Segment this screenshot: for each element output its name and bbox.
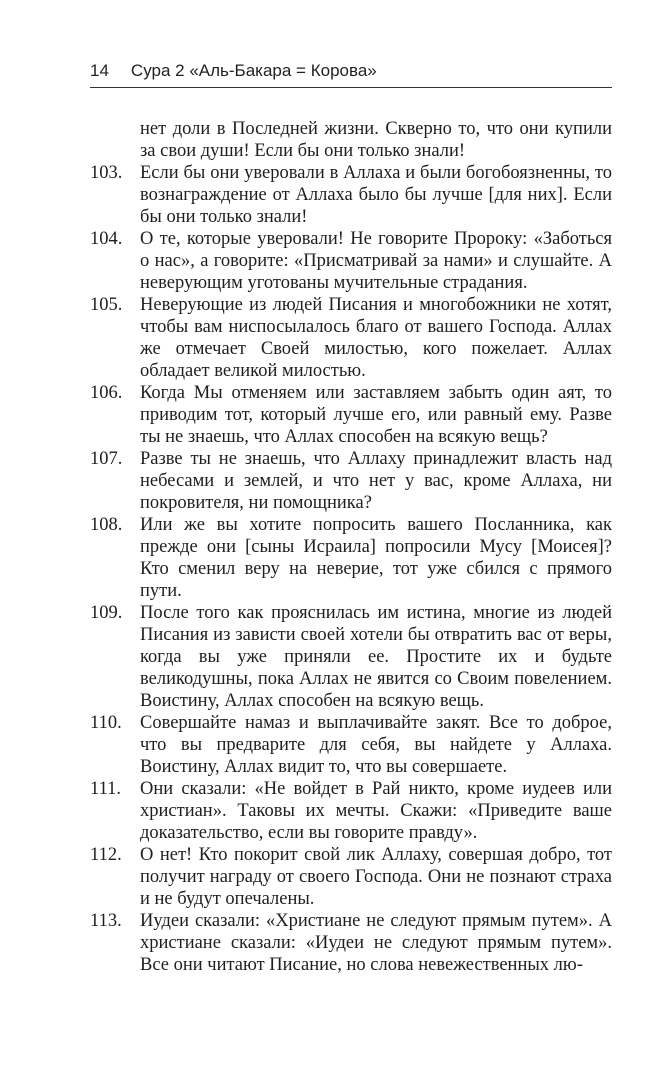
- running-header: [90, 58, 612, 88]
- verse-text: Они сказали: «Не войдет в Рай никто, кроме иудеев или христиан». Таковы их мечты. Скажи: «Приведите ваше доказательство, если вы говорите правду».: [140, 779, 612, 843]
- verse: [90, 910, 612, 976]
- verse-text: О нет! Кто покорит свой лик Аллаху, совершая добро, тот получит награду от своего Господа. Они не познают страха и не будут опечалены.: [140, 845, 612, 909]
- verse: [90, 228, 612, 294]
- verse-list: [90, 162, 612, 976]
- verse-text: После того как прояснилась им истина, многие из людей Писания из зависти своей хотели бы отвратить вас от веры, когда вы уже приняли ее. Простите их и будьте великодушны, пока Аллах не явится со Своим повелением. Воистину, Аллах способен на всякую вещь.: [140, 603, 612, 711]
- verse-text: Иудеи сказали: «Христиане не следуют прямым путем». А христиане сказали: «Иудеи не следуют прямым путем». Все они читают Писание, но слова невежественных лю-: [140, 911, 612, 975]
- page-number: 14: [90, 61, 109, 80]
- verse: [90, 382, 612, 448]
- verse-number: 112.: [90, 845, 122, 865]
- verse-text: Совершайте намаз и выплачивайте закят. Все то доброе, что вы предварите для себя, вы найдете у Аллаха. Воистину, Аллах видит то, что вы совершаете.: [140, 713, 612, 777]
- verse-text: Разве ты не знаешь, что Аллаху принадлежит власть над небесами и землей, и что нет у вас, кроме Аллаха, ни покровителя, ни помощника?: [140, 449, 612, 513]
- continued-paragraph: нет доли в Последней жизни. Скверно то, что они купили за свои души! Если бы они только знали!: [140, 119, 612, 161]
- verse-text: Если бы они уверовали в Аллаха и были богобоязненны, то вознаграждение от Аллаха было бы лучше [для них]. Если бы они только знали!: [140, 163, 612, 227]
- verse: [90, 844, 612, 910]
- verse-text: Или же вы хотите попросить вашего Посланника, как прежде они [сыны Исраила] попросили Мусу [Моисея]? Кто сменил веру на неверие, тот уже сбился с прямого пути.: [140, 515, 612, 601]
- verse-number: 104.: [90, 229, 123, 249]
- verse: [90, 162, 612, 228]
- verse: [90, 712, 612, 778]
- verse: [90, 514, 612, 602]
- verse: [90, 294, 612, 382]
- verse: [90, 602, 612, 712]
- verse-number: 108.: [90, 515, 123, 535]
- verse-text: О те, которые уверовали! Не говорите Пророку: «Заботься о нас», а говорите: «Присматривай за нами» и слушайте. А неверующим уготованы мучительные страдания.: [140, 229, 612, 293]
- verse-number: 113.: [90, 911, 122, 931]
- verse-text: Неверующие из людей Писания и многобожники не хотят, чтобы вам ниспосылалось благо от вашего Господа. Аллах же отмечает Своей милостью, кого пожелает. Аллах обладает великой милостью.: [140, 295, 612, 381]
- page-body: [90, 118, 612, 976]
- verse-number: 111.: [90, 779, 122, 799]
- verse-number: 106.: [90, 383, 123, 403]
- verse-number: 110.: [90, 713, 122, 733]
- verse: [90, 448, 612, 514]
- verse-number: 109.: [90, 603, 123, 623]
- verse-number: 103.: [90, 163, 123, 183]
- chapter-title: Сура 2 «Аль-Бакара = Корова»: [130, 61, 377, 80]
- verse: [90, 778, 612, 844]
- verse-number: 107.: [90, 449, 123, 469]
- verse-number: 105.: [90, 295, 123, 315]
- verse-text: Когда Мы отменяем или заставляем забыть один аят, то приводим тот, который лучше его, или равный ему. Разве ты не знаешь, что Аллах способен на всякую вещь?: [140, 383, 612, 447]
